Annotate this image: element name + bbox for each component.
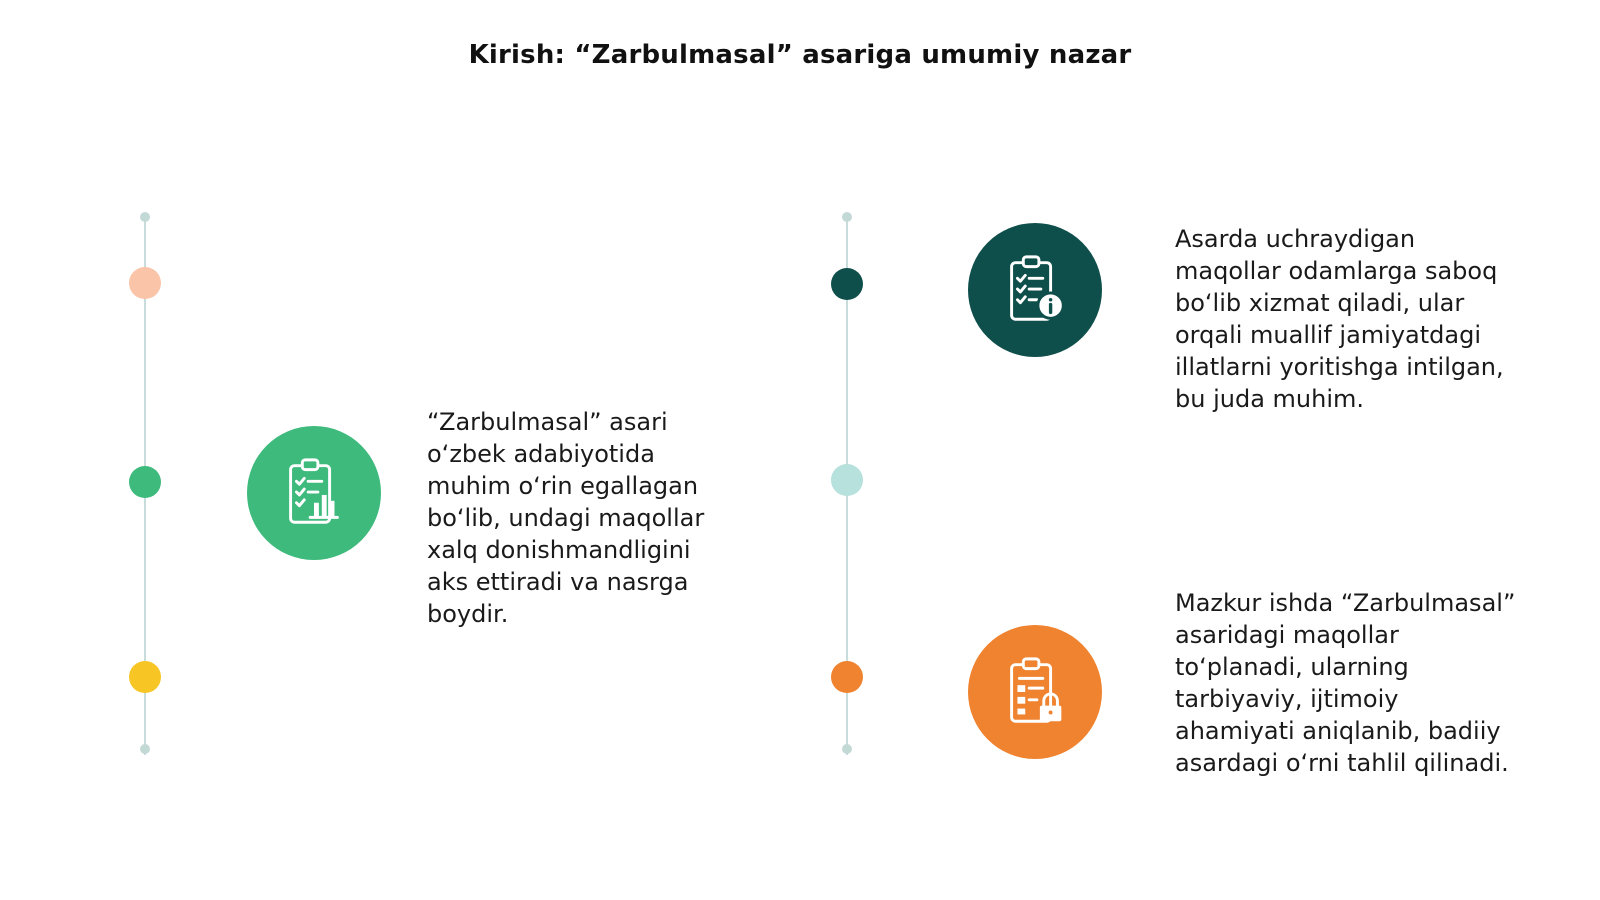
item-text-3: Mazkur ishda “Zarbulmasal” asaridagi maqollar to‘planadi, ularning tarbiyaviy, ijtimoiy ahamiyati aniqlanib, badiiy asardagi o‘rni tahlil qilinadi. [1175, 589, 1516, 777]
timeline-start-cap [842, 212, 852, 222]
timeline-start-cap [140, 212, 150, 222]
timeline-end-cap [842, 744, 852, 754]
item-text-2: Asarda uchraydigan maqollar odamlarga saboq bo‘lib xizmat qiladi, ular orqali muallif jamiyatdagi illatlarni yoritishga intilgan, bu juda muhim. [1175, 225, 1504, 413]
timeline-dot-peach [129, 267, 161, 299]
clipboard-chart-icon [247, 426, 381, 560]
right-timeline [831, 210, 863, 760]
timeline-dot-orange [831, 661, 863, 693]
item-text-1: “Zarbulmasal” asari o‘zbek adabiyotida muhim o‘rin egallagan bo‘lib, undagi maqollar xalq donishmandligini aks ettiradi va nasrga boydir. [427, 408, 705, 628]
timeline-dot-teal-light [831, 464, 863, 496]
timeline-dot-green [129, 466, 161, 498]
timeline-dot-teal-dark [831, 268, 863, 300]
clipboard-info-icon [968, 223, 1102, 357]
timeline-dot-yellow [129, 661, 161, 693]
slide-title: Kirish: “Zarbulmasal” asariga umumiy nazar [468, 40, 1132, 70]
timeline-end-cap [140, 744, 150, 754]
left-timeline [129, 210, 161, 760]
clipboard-lock-icon [968, 625, 1102, 759]
